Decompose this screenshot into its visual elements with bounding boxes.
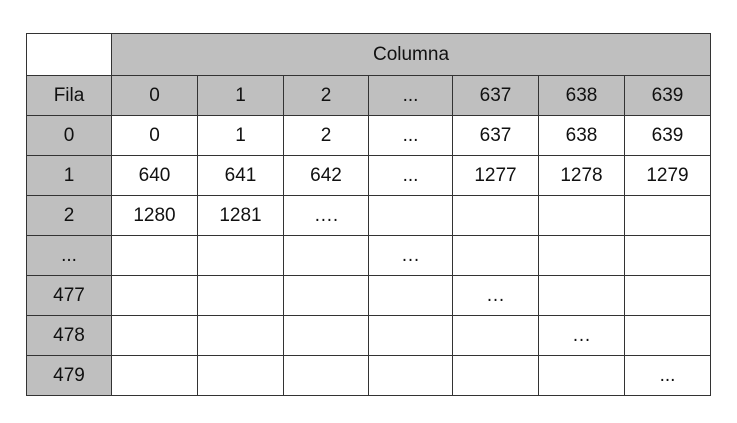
- table-cell: [625, 276, 711, 316]
- table-cell: …: [539, 316, 625, 356]
- table-cell: [369, 196, 453, 236]
- table-cell: 1277: [453, 156, 539, 196]
- table-cell: 639: [625, 116, 711, 156]
- table-cell: ….: [284, 196, 369, 236]
- table-cell: 1278: [539, 156, 625, 196]
- table-row: [27, 116, 711, 156]
- table-cell: 2: [284, 116, 369, 156]
- table-cell: ...: [369, 156, 453, 196]
- table-cell: 1: [198, 116, 284, 156]
- table-cell: 637: [453, 116, 539, 156]
- column-group-header: Columna: [112, 34, 711, 76]
- table-cell: [112, 276, 198, 316]
- table-cell: [198, 276, 284, 316]
- table-cell: 640: [112, 156, 198, 196]
- table-cell: …: [453, 276, 539, 316]
- table-row: [27, 156, 711, 196]
- column-header: 1: [198, 76, 284, 116]
- table-cell: [369, 316, 453, 356]
- table-row: [27, 316, 711, 356]
- table-cell: [198, 236, 284, 276]
- column-header: 2: [284, 76, 369, 116]
- pixel-index-table: [26, 33, 711, 396]
- table-cell: [539, 276, 625, 316]
- table-cell: 638: [539, 116, 625, 156]
- table-cell: [539, 356, 625, 396]
- table-cell: 641: [198, 156, 284, 196]
- table-row: [27, 356, 711, 396]
- table-row: [27, 236, 711, 276]
- row-axis-label: Fila: [27, 76, 112, 116]
- table-cell: [112, 316, 198, 356]
- column-header: ...: [369, 76, 453, 116]
- table-cell: ...: [369, 116, 453, 156]
- row-header: 478: [27, 316, 112, 356]
- column-header-row: [27, 76, 711, 116]
- column-header: 638: [539, 76, 625, 116]
- row-header: 0: [27, 116, 112, 156]
- table-cell: 642: [284, 156, 369, 196]
- column-header: 637: [453, 76, 539, 116]
- table-cell: [539, 196, 625, 236]
- column-header: 0: [112, 76, 198, 116]
- row-header: 479: [27, 356, 112, 396]
- table-cell: 1281: [198, 196, 284, 236]
- table-cell: [112, 356, 198, 396]
- group-header-row: [27, 34, 711, 76]
- table-cell: [369, 276, 453, 316]
- table-cell: [198, 316, 284, 356]
- table-cell: [625, 316, 711, 356]
- table-cell: …: [369, 236, 453, 276]
- table-cell: ...: [625, 356, 711, 396]
- table-row: [27, 196, 711, 236]
- table-cell: [453, 356, 539, 396]
- table-cell: [539, 236, 625, 276]
- table-cell: [284, 236, 369, 276]
- table-cell: [198, 356, 284, 396]
- table-cell: [625, 196, 711, 236]
- column-header: 639: [625, 76, 711, 116]
- table-cell: [369, 356, 453, 396]
- row-header: 477: [27, 276, 112, 316]
- table-cell: [112, 236, 198, 276]
- row-header: 1: [27, 156, 112, 196]
- table-row: [27, 276, 711, 316]
- table-cell: [453, 316, 539, 356]
- table-cell: [453, 196, 539, 236]
- row-header: 2: [27, 196, 112, 236]
- table-cell: [284, 356, 369, 396]
- table-cell: 0: [112, 116, 198, 156]
- corner-cell: [27, 34, 112, 76]
- row-header: ...: [27, 236, 112, 276]
- table-cell: [625, 236, 711, 276]
- table-cell: [284, 276, 369, 316]
- table-cell: 1279: [625, 156, 711, 196]
- table-cell: 1280: [112, 196, 198, 236]
- table-cell: [284, 316, 369, 356]
- table-cell: [453, 236, 539, 276]
